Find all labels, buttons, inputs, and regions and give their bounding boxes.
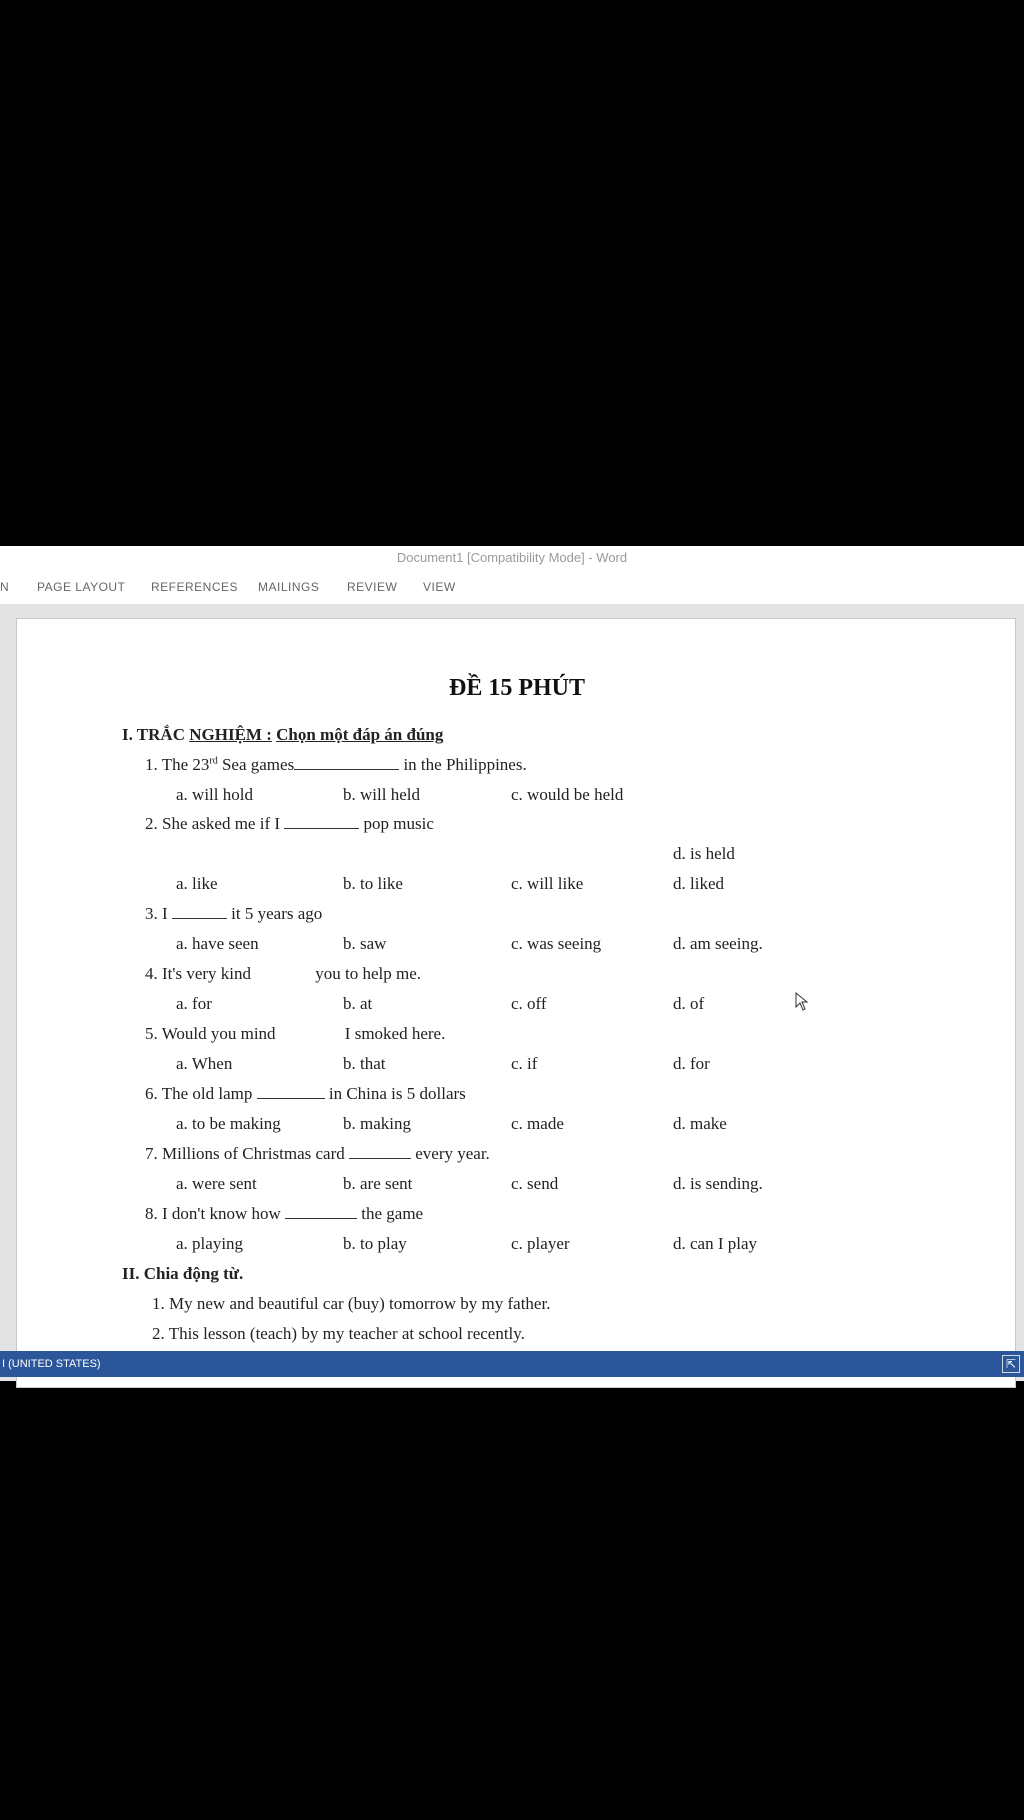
q5-option-c: c. if (511, 1054, 538, 1073)
question-8: 8. I don't know how the game (145, 1204, 424, 1223)
tab-page-layout[interactable]: PAGE LAYOUT (37, 580, 126, 594)
section-1-title: NGHIỆM : (189, 725, 272, 744)
resize-icon[interactable]: ⇱ (1002, 1355, 1020, 1373)
q2-option-b: b. to like (343, 874, 403, 893)
q6-option-a: a. to be making (176, 1114, 281, 1133)
q6-option-b: b. making (343, 1114, 411, 1133)
section-1-number: I. TRẮC (122, 725, 185, 744)
q6-option-c: c. made (511, 1114, 564, 1133)
q7-option-b: b. are sent (343, 1174, 413, 1193)
answer-blank (172, 918, 227, 919)
language-indicator[interactable]: I (UNITED STATES) (2, 1358, 101, 1370)
q6-option-d: d. make (673, 1114, 727, 1133)
q5-option-b: b. that (343, 1054, 386, 1073)
q4-option-d: d. of (673, 994, 705, 1013)
answer-blank (284, 828, 359, 829)
tab-review[interactable]: REVIEW (347, 580, 398, 594)
q3-option-a: a. have seen (176, 934, 259, 953)
q4-option-a: a. for (176, 994, 212, 1013)
title-bar (0, 546, 1024, 570)
mouse-cursor-icon (795, 992, 809, 1012)
question-4: 4. It's very kind you to help me. (145, 964, 422, 983)
question-5: 5. Would you mind I smoked here. (145, 1024, 446, 1043)
question-1: 1. The 23rd Sea games in the Philippines. (145, 755, 527, 774)
q8-option-c: c. player (511, 1234, 570, 1253)
ribbon-tabs (0, 570, 1024, 604)
document-area[interactable] (0, 604, 1024, 1369)
answer-blank (257, 1098, 325, 1099)
section-2-heading: II. Chia động từ. (122, 1264, 244, 1283)
q4-option-c: c. off (511, 994, 547, 1013)
q3-option-c: c. was seeing (511, 934, 602, 953)
question-6: 6. The old lamp in China is 5 dollars (145, 1084, 466, 1103)
q3-option-b: b. saw (343, 934, 387, 953)
q2-option-a: a. like (176, 874, 218, 893)
section-2-item-1: 1. My new and beautiful car (buy) tomorrow by my father. (152, 1294, 551, 1313)
answer-blank (285, 1218, 357, 1219)
q2-option-d: d. liked (673, 874, 724, 893)
q5-option-a: a. When (176, 1054, 233, 1073)
q7-option-a: a. were sent (176, 1174, 257, 1193)
tab-references[interactable]: REFERENCES (151, 580, 239, 594)
tab-design[interactable]: N (0, 580, 10, 594)
q2-option-c: c. will like (511, 874, 584, 893)
q8-option-b: b. to play (343, 1234, 407, 1253)
answer-blank (349, 1158, 411, 1159)
q7-option-d: d. is sending. (673, 1174, 763, 1193)
section-1-instruction: Chọn một đáp án đúng (276, 725, 444, 744)
answer-blank (294, 769, 399, 770)
q3-option-d: d. am seeing. (673, 934, 763, 953)
q1-option-a: a. will hold (176, 785, 253, 804)
q4-option-b: b. at (343, 994, 373, 1013)
q7-option-c: c. send (511, 1174, 559, 1193)
q5-option-d: d. for (673, 1054, 710, 1073)
q1-option-c: c. would be held (511, 785, 624, 804)
section-1-heading (122, 725, 443, 745)
word-window (0, 546, 1024, 1381)
question-2: 2. She asked me if I pop music (145, 814, 434, 833)
tab-mailings[interactable]: MAILINGS (258, 580, 320, 594)
status-bar (0, 1351, 1024, 1377)
section-2-item-2: 2. This lesson (teach) by my teacher at school recently. (152, 1324, 525, 1343)
question-7: 7. Millions of Christmas card every year. (145, 1144, 490, 1163)
q1-option-b: b. will held (343, 785, 420, 804)
q8-option-d: d. can I play (673, 1234, 758, 1253)
tab-view[interactable]: VIEW (423, 580, 456, 594)
document-title: ĐỀ 15 PHÚT (448, 675, 585, 701)
window-title: Document1 [Compatibility Mode] - Word (396, 550, 628, 565)
question-3: 3. I it 5 years ago (145, 904, 323, 923)
document-page[interactable] (16, 618, 1016, 1388)
q1-option-d: d. is held (673, 844, 735, 863)
q8-option-a: a. playing (176, 1234, 244, 1253)
